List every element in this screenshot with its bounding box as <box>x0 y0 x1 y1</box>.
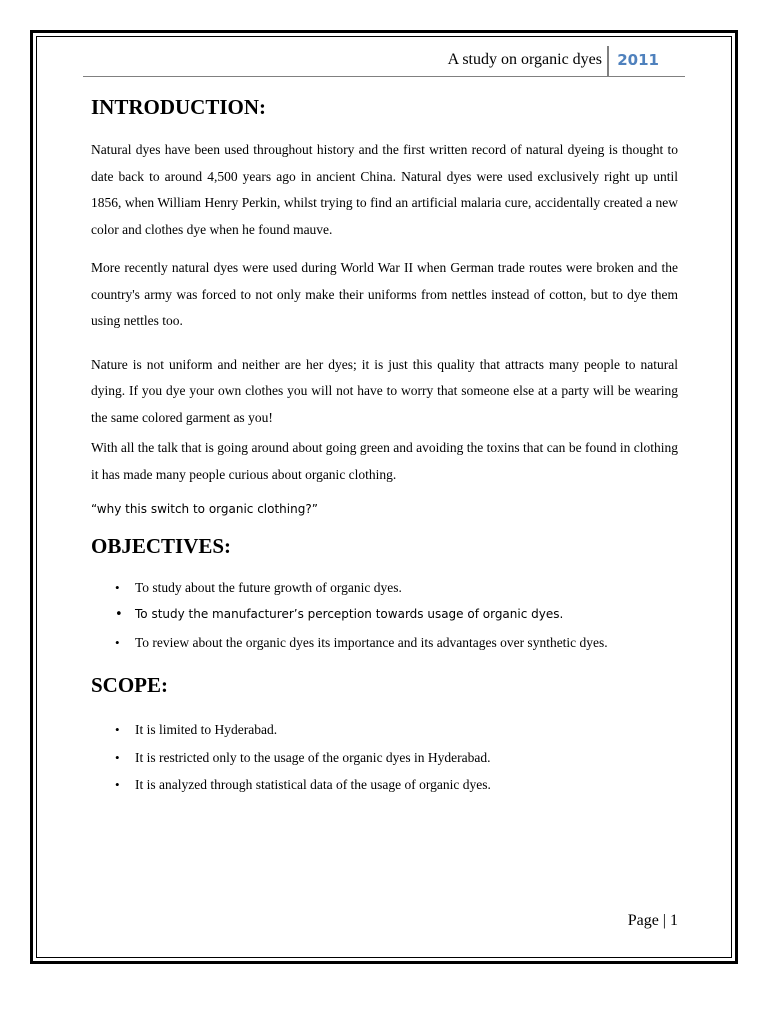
document-body <box>91 92 678 799</box>
introduction-section <box>91 92 678 523</box>
list-item: • To study about the future growth of organic dyes. <box>135 574 678 602</box>
intro-quote: “why this switch to organic clothing?” <box>91 502 318 516</box>
intro-paragraph-2: More recently natural dyes were used during World War II when German trade routes were broken and the country's army was forced to not only make their uniforms from nettles instead of cotton, but to dye them using nettles too. <box>91 260 678 328</box>
header-divider <box>607 46 609 76</box>
header-year: 2011 <box>617 51 659 69</box>
scope-heading: SCOPE: <box>91 673 169 697</box>
scope-list <box>91 716 678 799</box>
list-item: • It is restricted only to the usage of the organic dyes in Hyderabad. <box>135 744 678 772</box>
objectives-list <box>91 574 678 657</box>
intro-paragraph-3: Nature is not uniform and neither are her dyes; it is just this quality that attracts many people to natural dying. If you dye your own clothes you will not have to worry that someone else at a party will be wearing the same colored garment as you! <box>91 356 678 425</box>
scope-section <box>91 670 678 799</box>
objectives-heading: OBJECTIVES: <box>91 533 232 558</box>
list-item: • It is limited to Hyderabad. <box>135 716 678 744</box>
introduction-heading: INTRODUCTION: <box>91 95 267 119</box>
intro-paragraph-1: Natural dyes have been used throughout history and the first written record of natural dyeing is thought to date back to around 4,500 years ago in ancient China. Natural dyes were used exclusively right up until 1856, when William Henry Perkin, whilst trying to find an artificial malaria cure, accidentally created a new color and clothes dye when he found mauve. <box>91 142 678 237</box>
header-title: A study on organic dyes <box>447 51 602 68</box>
list-item: • To study the manufacturer’s perception towards usage of organic dyes. <box>135 601 678 629</box>
page-header <box>83 46 685 77</box>
list-item: • It is analyzed through statistical data of the usage of organic dyes. <box>135 771 678 799</box>
intro-paragraph-4: With all the talk that is going around about going green and avoiding the toxins that can be found in clothing it has made many people curious about organic clothing. <box>91 440 678 482</box>
objectives-section <box>91 531 678 657</box>
page-number: Page | 1 <box>627 912 678 929</box>
list-item: • To review about the organic dyes its importance and its advantages over synthetic dyes. <box>135 629 678 657</box>
